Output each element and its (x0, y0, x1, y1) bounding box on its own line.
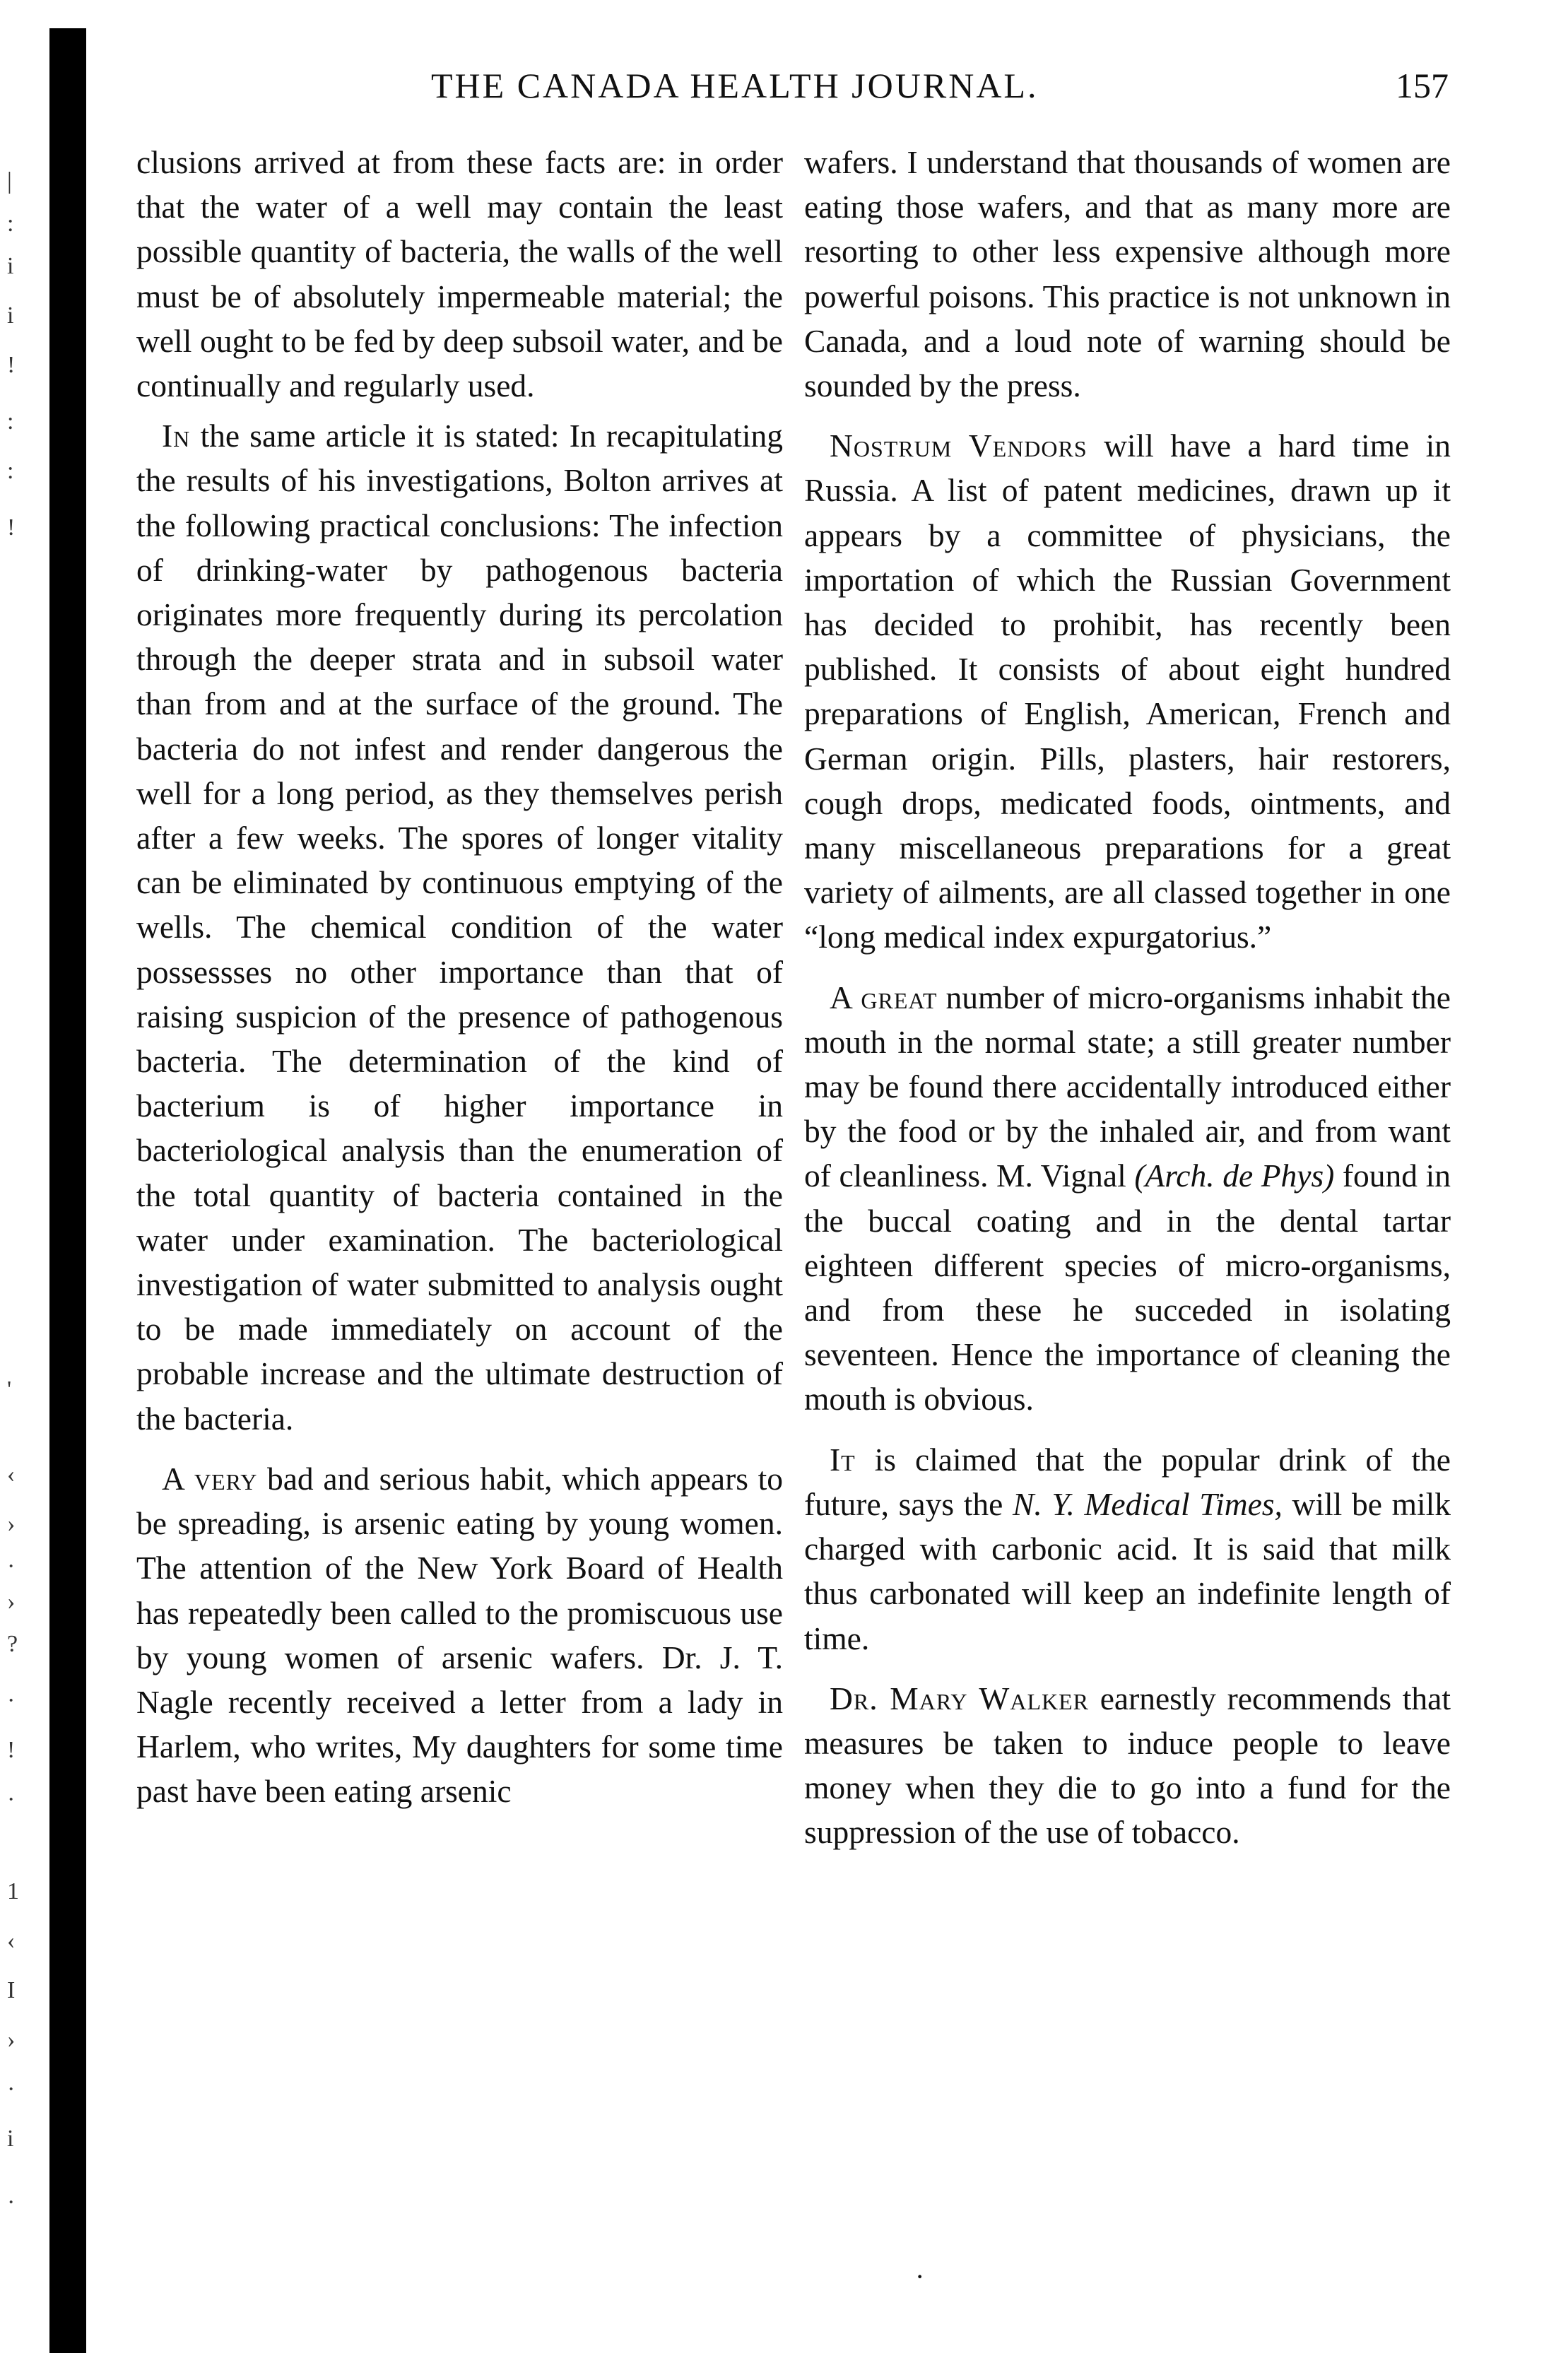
paragraph-milk (804, 1437, 1451, 1661)
paragraph-text: clusions arrived at from these facts are: in order that the water of a well may contain the least possible quantity of bacteria, the walls of the well must be of absolutely impermeable material; the well ought to be fed by deep subsoil water, and be continually and regularly used. (136, 144, 783, 404)
paragraph-continuation (804, 140, 1451, 408)
paragraph-continuation (136, 140, 783, 408)
journal-title: THE CANADA HEALTH JOURNAL. (431, 66, 1039, 105)
paragraph-micro-organisms (804, 975, 1451, 1422)
paragraph-lead: Nostrum Vendors (830, 428, 1088, 464)
page-number: 157 (1396, 66, 1449, 105)
paragraph-text: number of micro-organisms inhabit the mouth in the normal state; a still greater number may be found there accidentally introduced either by the food or by the inhaled air, and from want of cleanliness. M. Vignal (804, 979, 1451, 1194)
paragraph-lead: In (162, 418, 191, 454)
margin-speck: ‹ (7, 1461, 16, 1488)
paragraph-text: found in the buccal coating and in the dental tartar eighteen different species of micro-organisms, and from these he succeded in isolating seventeen. Hence the importance of cleaning the mouth is obvious. (804, 1157, 1451, 1418)
right-column (804, 140, 1451, 1855)
paragraph-text: the same article it is stated: In recapitulating the results of his investigations, Bolton arrives at the following practical conclusions: The infection of drinking-water by pathogenous bacteria originates more frequently during its percolation through the deeper strata and in subsoil water than from and at the surface of the ground. The bacteria do not infest and render dangerous the well for a long period, as they themselves perish after a few weeks. The spores of longer vitality can be eliminated by continuous emptying of the wells. The chemical condition of the water possessses no other importance than that of raising suspicion of the presence of pathogenous bacteria. The determination of the kind of bacterium is of higher importance in bacteriological analysis than the enumeration of the total quantity of bacteria contained in the water under examination. The bacteriological investigation of water submitted to analysis ought to be made immediately on account of the probable increase and the ultimate destruction of the bacteria. (136, 418, 783, 1437)
paragraph-lead: A very (162, 1460, 258, 1497)
margin-speck: · (7, 1687, 16, 1714)
paragraph-citation: (Arch. de Phys) (1134, 1157, 1335, 1194)
margin-speck: : (7, 408, 14, 435)
paragraph-text: bad and serious habit, which appears to be spreading, is arsenic eating by young women. The attention of the New York Board of Health has repeatedly been called to the promiscuous use by young women of arsenic wafers. Dr. J. T. Nagle recently received a letter from a lady in Harlem, who writes, My daughters for some time past have been eating arsenic (136, 1460, 783, 1810)
margin-speck: i (7, 302, 14, 329)
paragraph-nostrum-vendors (804, 423, 1451, 959)
margin-speck: i (7, 2126, 14, 2152)
paragraph-lead: It (830, 1441, 856, 1478)
margin-speck: ! (7, 352, 16, 378)
margin-speck: ! (7, 514, 16, 541)
paragraph-lead: Dr. Mary Walker (830, 1680, 1089, 1716)
stray-mark: · (915, 2261, 925, 2292)
paragraph-bolton (136, 413, 783, 1441)
margin-speck: : (7, 458, 14, 484)
margin-speck: 1 (7, 1878, 19, 1904)
scan-binding-edge (49, 28, 86, 2353)
margin-specks (3, 170, 31, 2290)
margin-speck: · (7, 1786, 16, 1813)
running-head (127, 65, 1449, 114)
margin-speck: · (7, 2076, 16, 2102)
margin-speck: ! (7, 1737, 16, 1763)
paragraph-text: will have a hard time in Russia. A list of patent medicines, drawn up it appears by a committee of physicians, the importation of which the Russian Government has decided to prohibit, has recently been published. It consists of about eight hundred preparations of English, American, French and German origin. Pills, plasters, hair restorers, cough drops, medicated foods, ointments, and many miscellaneous preparations for a great variety of ailments, are all classed together in one “long medical index expurgatorius.” (804, 428, 1451, 955)
paragraph-citation: N. Y. Medical Times, (1012, 1485, 1283, 1522)
paragraph-arsenic (136, 1456, 783, 1814)
paragraph-text: is claimed that the popular drink of the future, says the (804, 1441, 1451, 1522)
margin-speck: ? (7, 1631, 18, 1657)
margin-speck: ‹ (7, 1928, 16, 1954)
margin-speck: · (7, 2189, 16, 2215)
margin-speck: : (7, 211, 14, 237)
paragraph-mary-walker (804, 1676, 1451, 1855)
left-column (136, 140, 783, 1814)
paragraph-text: earnestly recommends that measures be taken to induce people to leave money when they die to go into a fund for the suppression of the use of tobacco. (804, 1680, 1451, 1851)
margin-speck: › (7, 1589, 16, 1615)
margin-speck: i (7, 253, 14, 279)
margin-speck: › (7, 1511, 16, 1537)
margin-speck: ' (7, 1377, 12, 1403)
paragraph-lead: A great (830, 979, 938, 1015)
paragraph-text: wafers. I understand that thousands of women are eating those wafers, and that as many more are resorting to other less expensive although more powerful poisons. This practice is not unknown in Canada, and a loud note of warning should be sounded by the press. (804, 144, 1451, 404)
paragraph-text: will be milk charged with carbonic acid. It is said that milk thus carbonated will keep an indefinite length of time. (804, 1485, 1451, 1656)
margin-speck: › (7, 2027, 16, 2053)
margin-speck: I (7, 1977, 16, 2003)
margin-speck: | (7, 168, 12, 194)
margin-speck: · (7, 1553, 16, 1579)
